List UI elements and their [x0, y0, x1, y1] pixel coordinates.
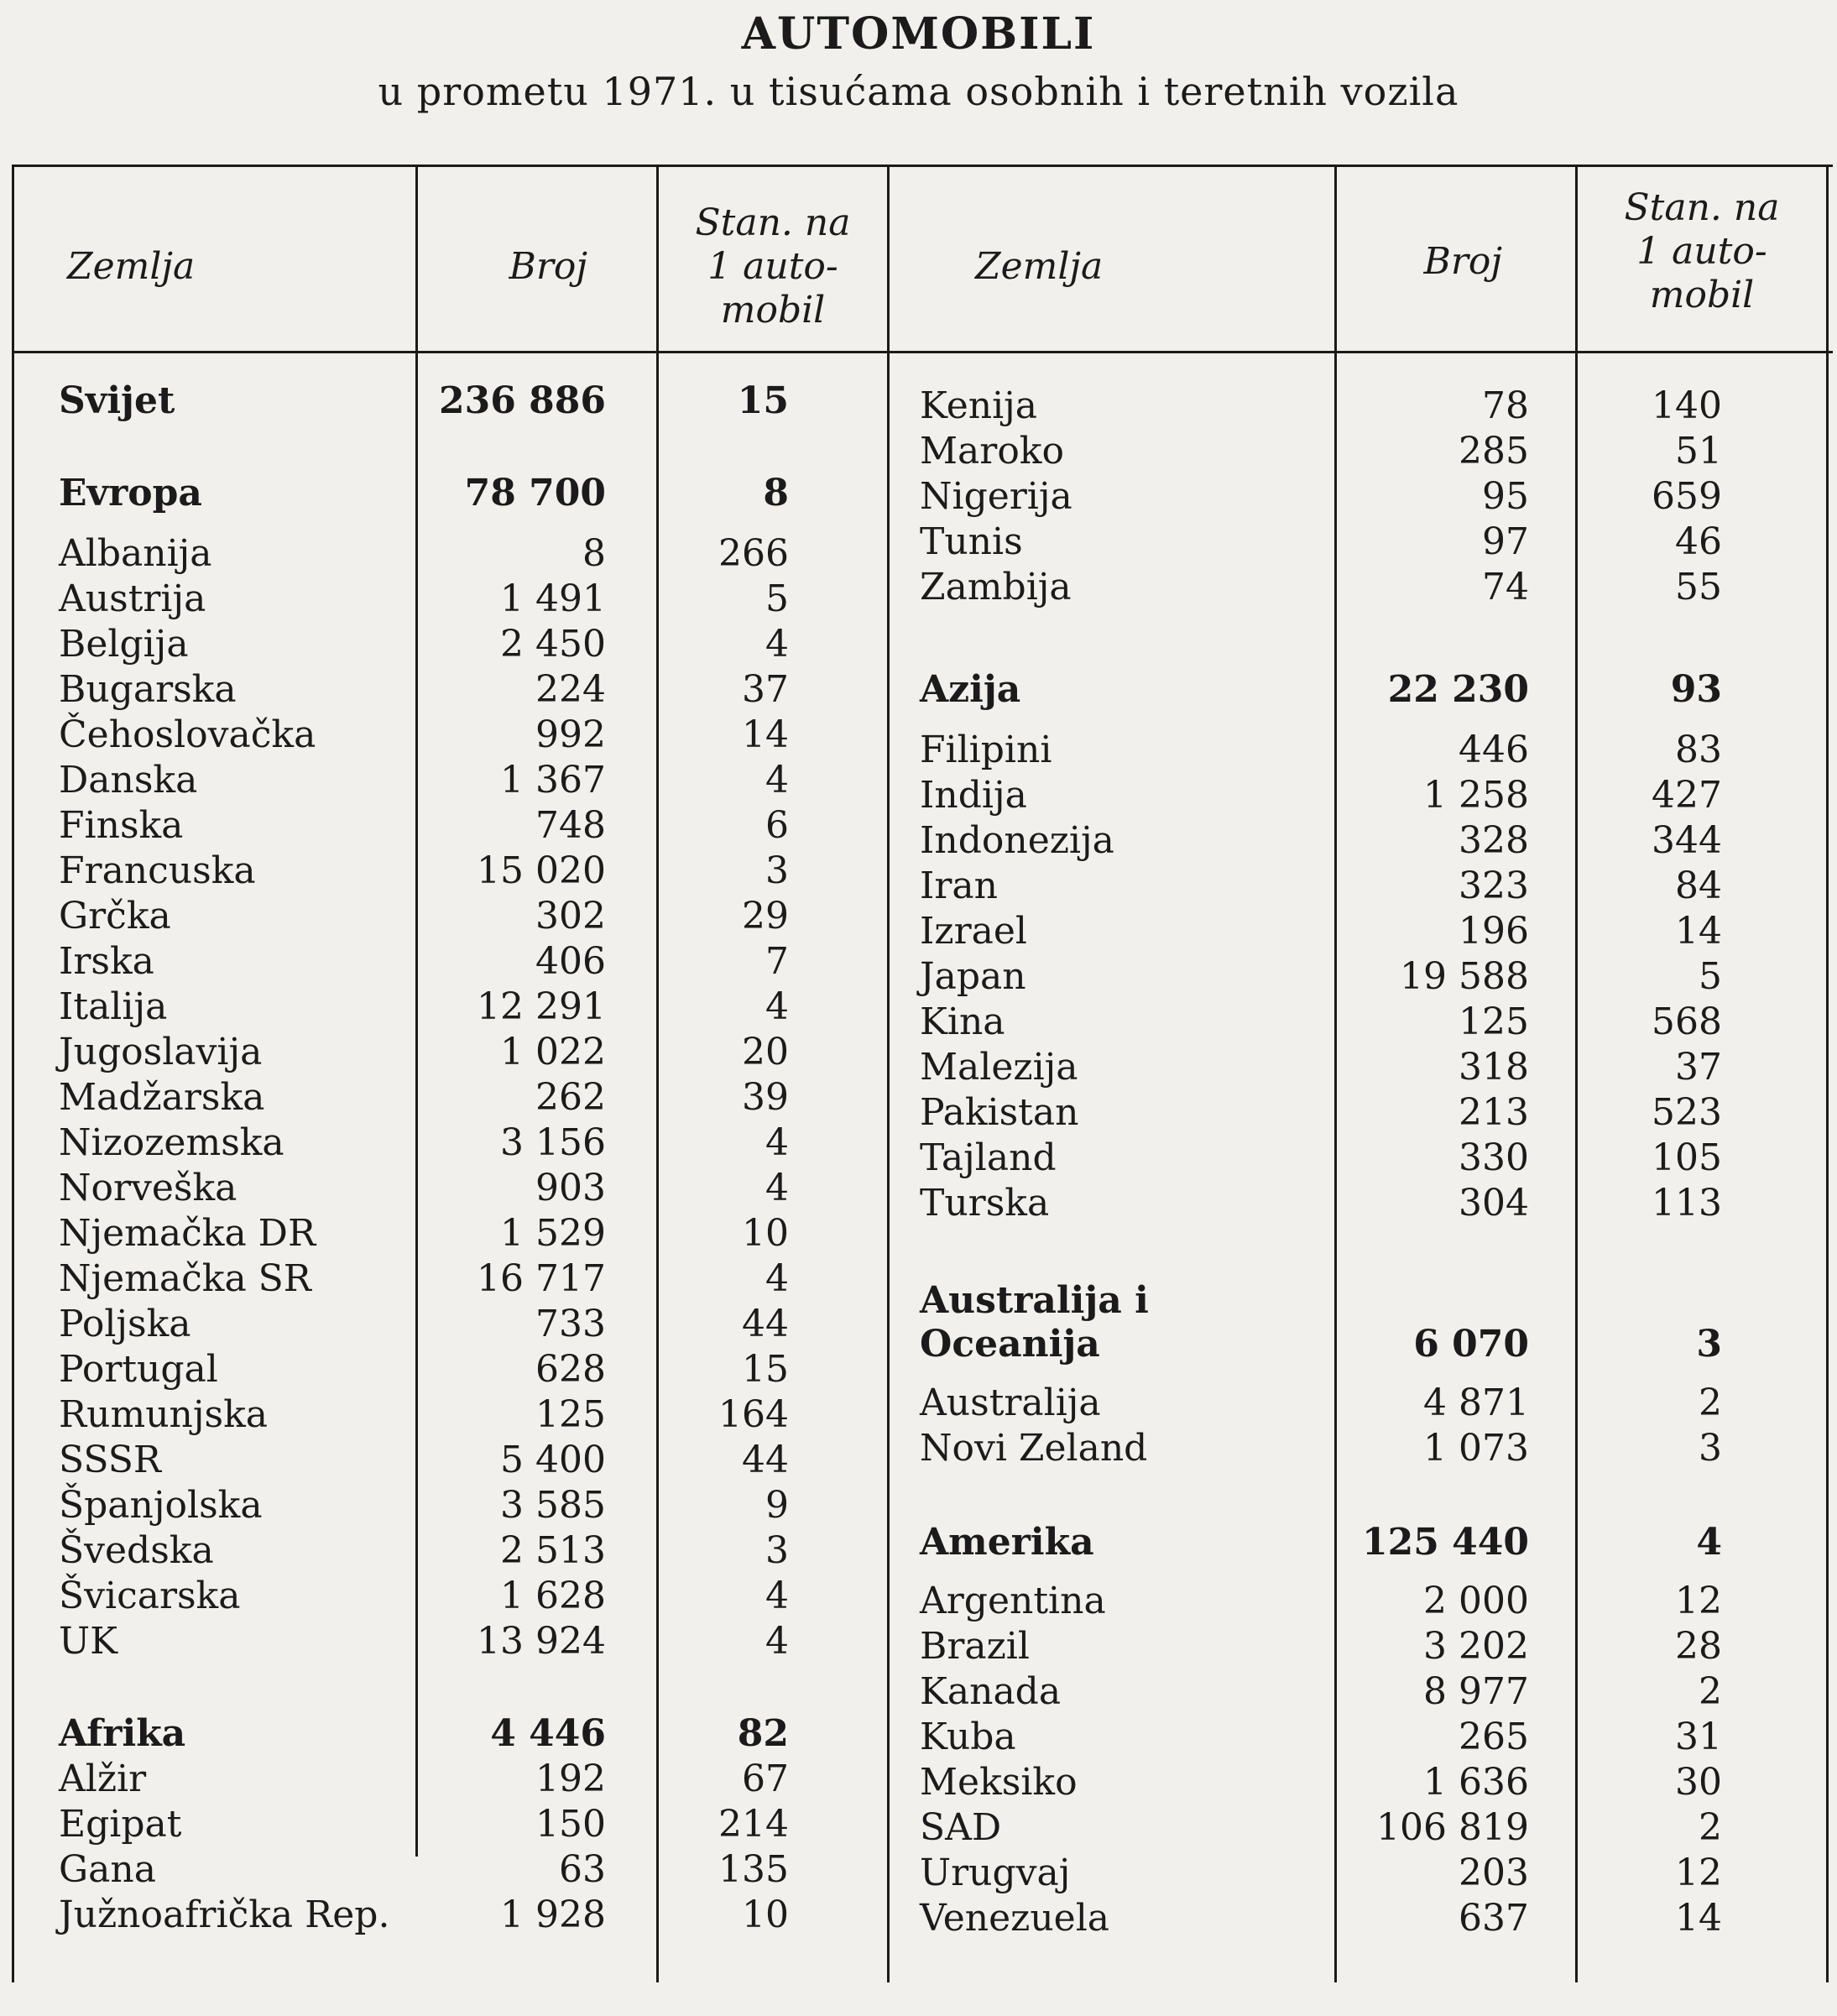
country-name: Australija — [920, 1381, 1101, 1424]
table-row — [0, 1136, 1837, 1180]
vehicle-count: 125 — [535, 1393, 606, 1436]
inhabitants-per-car: 568 — [1652, 1000, 1722, 1043]
country-name: Belgija — [59, 623, 189, 666]
inhabitants-per-car: 14 — [742, 713, 789, 756]
inhabitants-per-car: 3 — [765, 849, 789, 892]
inhabitants-per-car: 82 — [737, 1712, 789, 1755]
country-name: Južnoafrička Rep. — [59, 1893, 390, 1936]
country-name: Albanija — [59, 532, 212, 575]
vehicle-count: 19 588 — [1400, 955, 1529, 998]
vehicle-count: 3 156 — [500, 1121, 606, 1164]
table-row — [0, 1761, 1837, 1804]
vehicle-count: 748 — [535, 804, 606, 847]
table-row — [0, 1182, 1837, 1225]
inhabitants-per-car: 10 — [742, 1893, 789, 1936]
country-name: Tunis — [920, 520, 1023, 563]
table-row — [0, 1323, 1837, 1366]
vehicle-count: 203 — [1459, 1851, 1529, 1894]
country-name: Evropa — [59, 472, 202, 514]
inhabitants-per-car: 14 — [1675, 1897, 1722, 1940]
country-name: Kina — [920, 1000, 1005, 1043]
vehicle-count: 406 — [535, 940, 606, 983]
vehicle-count: 3 202 — [1423, 1625, 1529, 1668]
vehicle-count: 13 924 — [477, 1620, 606, 1663]
vehicle-count: 1 636 — [1423, 1761, 1529, 1804]
vehicle-count: 95 — [1482, 475, 1529, 518]
country-name: Madžarska — [59, 1076, 265, 1119]
inhabitants-per-car: 113 — [1652, 1182, 1722, 1225]
country-name: Amerika — [920, 1521, 1094, 1564]
vehicle-count: 2 513 — [500, 1529, 606, 1572]
vehicle-count: 446 — [1459, 729, 1529, 771]
country-name: SSSR — [59, 1439, 162, 1481]
vehicle-count: 106 819 — [1376, 1806, 1529, 1849]
country-name: Svijet — [59, 379, 175, 422]
inhabitants-per-car: 37 — [1675, 1046, 1722, 1089]
country-name: Meksiko — [920, 1761, 1078, 1804]
table-row — [0, 1427, 1837, 1470]
inhabitants-per-car: 39 — [742, 1076, 789, 1119]
table-row — [0, 1716, 1837, 1759]
country-name: Norveška — [59, 1167, 237, 1209]
country-name: Francuska — [59, 849, 256, 892]
vehicle-count: 4 446 — [490, 1712, 606, 1755]
country-name: Maroko — [920, 430, 1064, 473]
inhabitants-per-car: 12 — [1675, 1851, 1722, 1894]
inhabitants-per-car: 427 — [1652, 774, 1722, 817]
inhabitants-per-car: 659 — [1652, 475, 1722, 518]
vehicle-count: 5 400 — [500, 1439, 606, 1481]
inhabitants-per-car: 5 — [765, 577, 789, 620]
table-row — [0, 1897, 1837, 1940]
inhabitants-per-car: 4 — [1696, 1521, 1722, 1564]
inhabitants-per-car: 4 — [765, 1575, 789, 1617]
country-name: Venezuela — [920, 1897, 1110, 1940]
country-name: Danska — [59, 759, 198, 802]
country-name: Italija — [59, 985, 168, 1028]
country-name: Egipat — [59, 1803, 182, 1846]
country-name: Irska — [59, 940, 154, 983]
inhabitants-per-car: 4 — [765, 623, 789, 666]
inhabitants-per-car: 4 — [765, 759, 789, 802]
vehicle-count: 628 — [535, 1348, 606, 1391]
inhabitants-per-car: 105 — [1652, 1136, 1722, 1179]
vehicle-count: 125 — [1459, 1000, 1529, 1043]
inhabitants-per-car: 37 — [742, 668, 789, 711]
inhabitants-per-car: 266 — [718, 532, 789, 575]
country-name: Gana — [59, 1848, 156, 1891]
table-row — [0, 955, 1837, 999]
inhabitants-per-car: 15 — [737, 379, 789, 422]
inhabitants-per-car: 8 — [763, 472, 789, 514]
inhabitants-per-car: 51 — [1675, 430, 1722, 473]
vehicle-count: 903 — [535, 1167, 606, 1209]
vehicle-count: 992 — [535, 713, 606, 756]
vehicle-count: 302 — [535, 895, 606, 937]
table-row — [0, 1806, 1837, 1850]
vehicle-count: 78 — [1482, 384, 1529, 427]
vehicle-count: 63 — [559, 1848, 606, 1891]
header-per-car-line-3: mobil — [720, 289, 826, 332]
table-row — [0, 1091, 1837, 1135]
header-country-left: Zemlja — [67, 245, 196, 288]
table-row — [0, 1670, 1837, 1714]
country-name: Kanada — [920, 1670, 1062, 1713]
vehicle-count: 78 700 — [464, 472, 606, 514]
header-count-right: Broj — [1423, 240, 1502, 283]
country-name: Finska — [59, 804, 184, 847]
vehicle-count: 192 — [535, 1757, 606, 1800]
inhabitants-per-car: 4 — [765, 1620, 789, 1663]
country-name: Novi Zeland — [920, 1427, 1148, 1470]
country-name: Indonezija — [920, 819, 1114, 862]
inhabitants-per-car: 14 — [1675, 910, 1722, 953]
vehicle-count: 224 — [535, 668, 606, 711]
table-subtitle: u prometu 1971. u tisućama osobnih i teretnih vozila — [378, 69, 1459, 114]
header-per-car-line-1: Stan. na — [1624, 186, 1780, 229]
table-row — [0, 774, 1837, 817]
inhabitants-per-car: 12 — [1675, 1580, 1722, 1622]
vehicle-count: 1 928 — [500, 1893, 606, 1936]
table-row — [0, 623, 1837, 666]
inhabitants-per-car: 2 — [1699, 1381, 1722, 1424]
header-country-right: Zemlja — [975, 245, 1104, 288]
vehicle-count: 1 367 — [500, 759, 606, 802]
header-per-car-line-2: 1 auto- — [707, 245, 838, 288]
country-name: Filipini — [920, 729, 1052, 771]
country-name: UK — [59, 1620, 117, 1663]
inhabitants-per-car: 44 — [742, 1439, 789, 1481]
country-name: Njemačka DR — [59, 1212, 316, 1255]
header-per-car-line-1: Stan. na — [695, 201, 851, 244]
country-name: Rumunjska — [59, 1393, 268, 1436]
inhabitants-per-car: 5 — [1699, 955, 1722, 998]
table-row — [0, 819, 1837, 863]
vehicle-count: 12 291 — [477, 985, 606, 1028]
country-name: Oceanija — [920, 1323, 1100, 1366]
table-row — [0, 430, 1837, 473]
vehicle-count: 150 — [535, 1803, 606, 1846]
vehicle-count: 733 — [535, 1303, 606, 1345]
inhabitants-per-car: 93 — [1670, 668, 1722, 711]
vehicle-count: 1 258 — [1423, 774, 1529, 817]
inhabitants-per-car: 31 — [1675, 1716, 1722, 1758]
inhabitants-per-car: 3 — [1699, 1427, 1722, 1470]
inhabitants-per-car: 523 — [1652, 1091, 1722, 1134]
table-row — [0, 1580, 1837, 1623]
table-row — [0, 668, 1837, 712]
vehicle-count: 6 070 — [1413, 1323, 1529, 1366]
table-row — [0, 1279, 1837, 1323]
vehicle-count: 637 — [1459, 1897, 1529, 1940]
vehicle-count: 4 871 — [1423, 1381, 1529, 1424]
vehicle-count: 1 529 — [500, 1212, 606, 1255]
table-row — [0, 475, 1837, 519]
inhabitants-per-car: 10 — [742, 1212, 789, 1255]
country-name: Jugoslavija — [59, 1031, 263, 1073]
inhabitants-per-car: 67 — [742, 1757, 789, 1800]
table-row — [0, 1000, 1837, 1044]
inhabitants-per-car: 9 — [765, 1484, 789, 1527]
table-row — [0, 1851, 1837, 1895]
country-name: Poljska — [59, 1303, 191, 1345]
country-name: Švedska — [59, 1529, 214, 1572]
inhabitants-per-car: 15 — [742, 1348, 789, 1391]
table-row — [0, 1381, 1837, 1425]
country-name: Malezija — [920, 1046, 1078, 1089]
inhabitants-per-car: 140 — [1652, 384, 1722, 427]
table-row — [0, 864, 1837, 908]
country-name: SAD — [920, 1806, 1002, 1849]
inhabitants-per-car: 30 — [1675, 1761, 1722, 1804]
inhabitants-per-car: 28 — [1675, 1625, 1722, 1668]
inhabitants-per-car: 6 — [765, 804, 789, 847]
country-name: Afrika — [59, 1712, 186, 1755]
table-row — [0, 1046, 1837, 1089]
vehicle-count: 304 — [1459, 1182, 1529, 1225]
vehicle-count: 196 — [1459, 910, 1529, 953]
table-row — [0, 910, 1837, 953]
vehicle-count: 16 717 — [477, 1257, 606, 1300]
inhabitants-per-car: 4 — [765, 1167, 789, 1209]
vehicle-count: 323 — [1459, 864, 1529, 907]
vehicle-count: 97 — [1482, 520, 1529, 563]
header-per-car-line-3: mobil — [1649, 274, 1755, 316]
country-name: Njemačka SR — [59, 1257, 311, 1300]
inhabitants-per-car: 214 — [718, 1803, 789, 1846]
country-name: Pakistan — [920, 1091, 1079, 1134]
country-name: Nizozemska — [59, 1121, 284, 1164]
vehicle-count: 318 — [1459, 1046, 1529, 1089]
table-top-border — [12, 165, 1833, 167]
country-name: Austrija — [59, 577, 206, 620]
table-row — [0, 1521, 1837, 1564]
country-name: Argentina — [920, 1580, 1106, 1622]
inhabitants-per-car: 3 — [1696, 1323, 1722, 1366]
vehicle-count: 2 000 — [1423, 1580, 1529, 1622]
country-name: Turska — [920, 1182, 1050, 1225]
inhabitants-per-car: 2 — [1699, 1806, 1722, 1849]
inhabitants-per-car: 84 — [1675, 864, 1722, 907]
vehicle-count: 1 628 — [500, 1575, 606, 1617]
vehicle-count: 1 073 — [1423, 1427, 1529, 1470]
inhabitants-per-car: 55 — [1675, 566, 1722, 608]
inhabitants-per-car: 344 — [1652, 819, 1722, 862]
vehicle-count: 1 022 — [500, 1031, 606, 1073]
country-name: Grčka — [59, 895, 171, 937]
country-name: Azija — [920, 668, 1021, 711]
country-name: Portugal — [59, 1348, 218, 1391]
vehicle-count: 262 — [535, 1076, 606, 1119]
country-name: Japan — [920, 955, 1026, 998]
vehicle-count: 22 230 — [1387, 668, 1529, 711]
header-per-car-right — [1579, 186, 1825, 317]
inhabitants-per-car: 2 — [1699, 1670, 1722, 1713]
table-row — [0, 1625, 1837, 1669]
vehicle-count: 236 886 — [438, 379, 606, 422]
header-bottom-border — [12, 351, 1833, 353]
inhabitants-per-car: 7 — [765, 940, 789, 983]
table-row — [0, 729, 1837, 772]
country-name: Alžir — [59, 1757, 147, 1800]
vehicle-count: 265 — [1459, 1716, 1529, 1758]
vehicle-count: 328 — [1459, 819, 1529, 862]
header-per-car-line-2: 1 auto- — [1636, 230, 1767, 273]
inhabitants-per-car: 164 — [718, 1393, 789, 1436]
country-name: Kenija — [920, 384, 1038, 427]
vehicle-count: 3 585 — [500, 1484, 606, 1527]
vehicle-count: 8 — [582, 532, 606, 575]
inhabitants-per-car: 3 — [765, 1529, 789, 1572]
country-name: Nigerija — [920, 475, 1072, 518]
country-name: Čehoslovačka — [59, 713, 316, 756]
vehicle-count: 125 440 — [1361, 1521, 1529, 1564]
inhabitants-per-car: 46 — [1675, 520, 1722, 563]
country-name: Španjolska — [59, 1484, 263, 1527]
country-name: Švicarska — [59, 1575, 241, 1617]
vehicle-count: 15 020 — [477, 849, 606, 892]
inhabitants-per-car: 83 — [1675, 729, 1722, 771]
vehicle-count: 213 — [1459, 1091, 1529, 1134]
vehicle-count: 74 — [1482, 566, 1529, 608]
header-per-car-left — [660, 201, 886, 332]
inhabitants-per-car: 135 — [718, 1848, 789, 1891]
header-count-left: Broj — [509, 245, 587, 288]
vehicle-count: 330 — [1459, 1136, 1529, 1179]
country-name: Kuba — [920, 1716, 1016, 1758]
inhabitants-per-car: 29 — [742, 895, 789, 937]
vehicle-count: 2 450 — [500, 623, 606, 666]
inhabitants-per-car: 20 — [742, 1031, 789, 1073]
inhabitants-per-car: 44 — [742, 1303, 789, 1345]
inhabitants-per-car: 4 — [765, 1121, 789, 1164]
inhabitants-per-car: 4 — [765, 985, 789, 1028]
country-name: Iran — [920, 864, 998, 907]
country-name: Izrael — [920, 910, 1027, 953]
table-row — [0, 520, 1837, 564]
table-row — [0, 566, 1837, 609]
vehicle-count: 1 491 — [500, 577, 606, 620]
country-name: Indija — [920, 774, 1027, 817]
inhabitants-per-car: 4 — [765, 1257, 789, 1300]
vehicle-count: 8 977 — [1423, 1670, 1529, 1713]
vehicle-count: 285 — [1459, 430, 1529, 473]
table-title: AUTOMOBILI — [741, 8, 1096, 60]
country-name: Urugvaj — [920, 1851, 1071, 1894]
country-name: Bugarska — [59, 668, 237, 711]
country-name: Tajland — [920, 1136, 1057, 1179]
country-name: Zambija — [920, 566, 1072, 608]
country-name: Australija i — [920, 1279, 1149, 1322]
table-row — [0, 384, 1837, 428]
country-name: Brazil — [920, 1625, 1030, 1668]
